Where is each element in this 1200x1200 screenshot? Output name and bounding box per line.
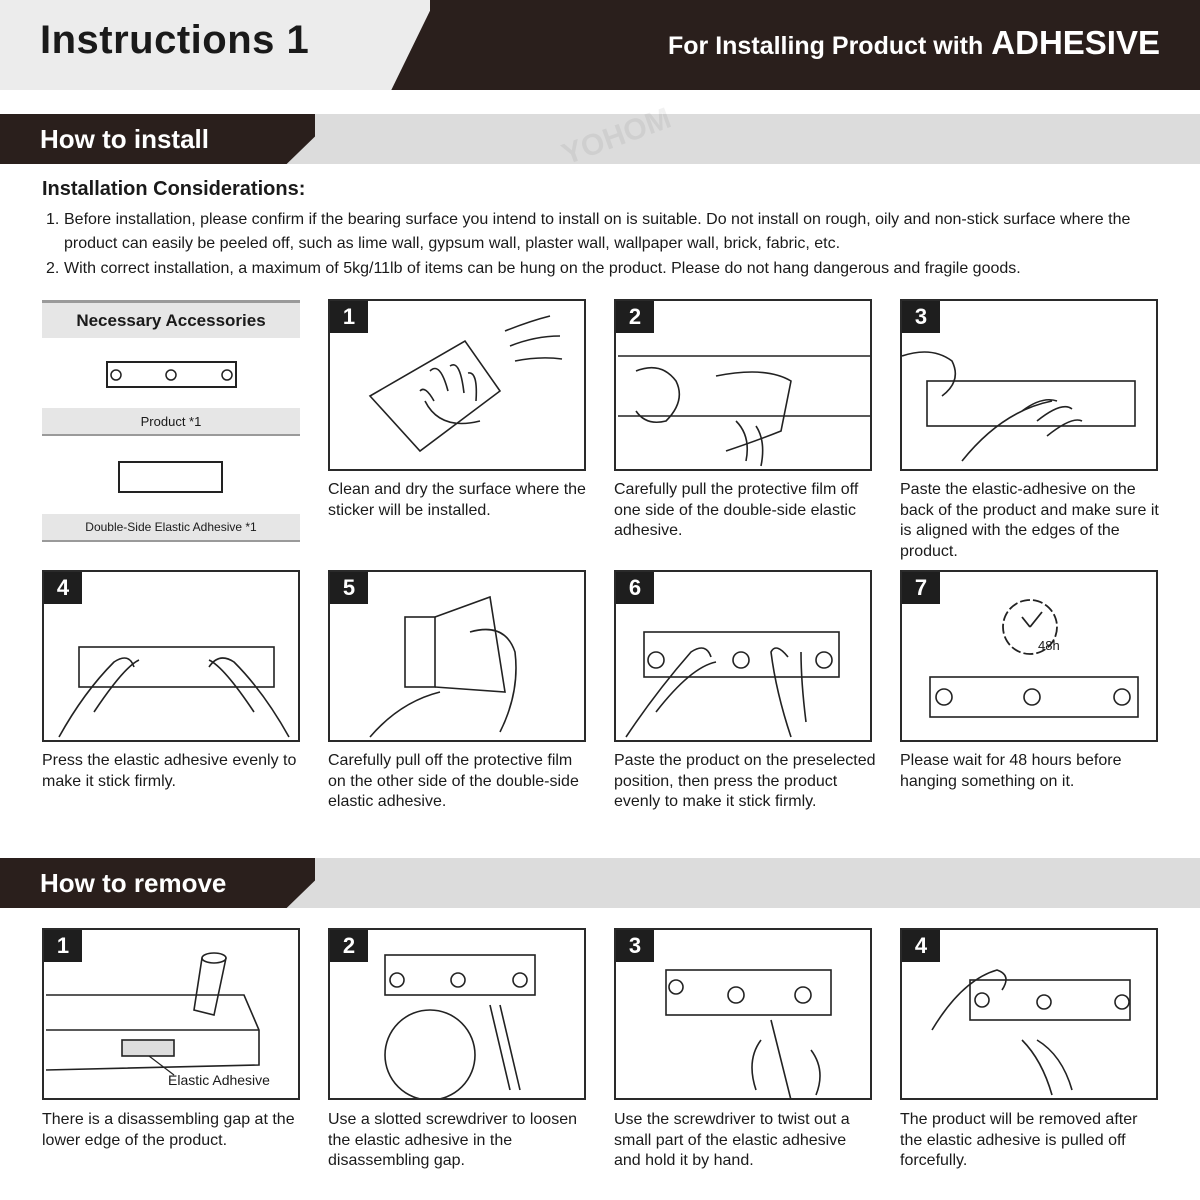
adhesive-illustration	[42, 455, 300, 500]
remove-step-3-panel	[614, 928, 872, 1100]
install-step-2-panel	[614, 299, 872, 471]
remove-step-2-caption: Use a slotted screwdriver to loosen the elastic adhesive in the disassembling gap.	[328, 1111, 577, 1169]
step-number-badge: 4	[44, 572, 82, 604]
install-step-1-caption: Clean and dry the surface where the sticker will be installed.	[328, 481, 586, 519]
install-step-2-caption: Carefully pull the protective film off one side of the double-side elastic adhesive.	[614, 481, 859, 539]
remove-step-1-caption: There is a disassembling gap at the lower edge of the product.	[42, 1111, 295, 1149]
clock-label: 48h	[1038, 638, 1060, 653]
step-number-badge: 6	[616, 572, 654, 604]
remove-step-4-caption: The product will be removed after the elastic adhesive is pulled off forcefully.	[900, 1111, 1138, 1169]
install-step-4-panel	[42, 570, 300, 742]
product-label: Product *1	[42, 408, 300, 436]
consideration-2	[46, 257, 1161, 281]
elastic-adhesive-label: Elastic Adhesive	[168, 1072, 270, 1088]
consideration-number: 1.	[46, 211, 60, 228]
step-number-badge: 4	[902, 930, 940, 962]
press-adhesive-illustration	[44, 572, 300, 742]
product-illustration	[42, 350, 300, 400]
step-number-badge: 5	[330, 572, 368, 604]
apply-adhesive-illustration	[902, 301, 1158, 471]
consideration-number: 2.	[46, 260, 60, 277]
considerations-title: Installation Considerations:	[42, 178, 306, 200]
step-number-badge: 7	[902, 572, 940, 604]
peel-film-illustration	[616, 301, 872, 471]
step-number-badge: 1	[44, 930, 82, 962]
install-step-5-panel	[328, 570, 586, 742]
step-number-badge: 2	[616, 301, 654, 333]
subtitle-emphasis: ADHESIVE	[991, 24, 1160, 61]
wipe-surface-illustration	[330, 301, 586, 471]
subtitle-prefix: For Installing Product with	[668, 32, 984, 60]
step-number-badge: 2	[330, 930, 368, 962]
twist-out-illustration	[616, 930, 872, 1100]
mount-product-illustration	[616, 572, 872, 742]
page-title: Instructions 1	[40, 18, 310, 62]
install-step-7-panel	[900, 570, 1158, 742]
install-step-5-caption: Carefully pull off the protective film on the other side of the double-side elastic adhesive.	[328, 752, 579, 810]
remove-section-title: How to remove	[40, 868, 227, 898]
peel-other-side-illustration	[330, 572, 586, 742]
consideration-text: Before installation, please confirm if the bearing surface you intend to install on is suitable. Do not install on rough, oily and non-stick surface where the product can easily be peeled off, such as lime wall, gypsum wall, plaster wall, wallpaper wall, brick, fabric, etc.	[64, 211, 1131, 252]
step-number-badge: 3	[902, 301, 940, 333]
step-number-badge: 3	[616, 930, 654, 962]
pull-off-illustration	[902, 930, 1158, 1100]
page-subtitle	[668, 24, 1160, 62]
install-step-3-caption: Paste the elastic-adhesive on the back of the product and make sure it is aligned with the edges of the product.	[900, 481, 1159, 560]
wait-illustration	[902, 572, 1158, 742]
install-step-4-caption: Press the elastic adhesive evenly to make it stick firmly.	[42, 752, 297, 790]
install-step-6-panel	[614, 570, 872, 742]
consideration-1	[46, 208, 1161, 256]
remove-step-2-panel	[328, 928, 586, 1100]
install-step-7-caption: Please wait for 48 hours before hanging something on it.	[900, 752, 1122, 790]
remove-step-3-caption: Use the screwdriver to twist out a small part of the elastic adhesive and hold it by hand.	[614, 1111, 850, 1169]
loosen-adhesive-illustration	[330, 930, 586, 1100]
remove-step-4-panel	[900, 928, 1158, 1100]
install-step-1-panel	[328, 299, 586, 471]
accessories-title: Necessary Accessories	[42, 300, 300, 338]
install-step-3-panel	[900, 299, 1158, 471]
install-section-title: How to install	[40, 124, 209, 154]
consideration-text: With correct installation, a maximum of 5kg/11lb of items can be hung on the product. Please do not hang dangerous and fragile goods.	[64, 260, 1021, 277]
adhesive-label: Double-Side Elastic Adhesive *1	[42, 514, 300, 542]
remove-step-1-panel	[42, 928, 300, 1100]
install-step-6-caption: Paste the product on the preselected position, then press the product evenly to make it stick firmly.	[614, 752, 876, 810]
step-number-badge: 1	[330, 301, 368, 333]
